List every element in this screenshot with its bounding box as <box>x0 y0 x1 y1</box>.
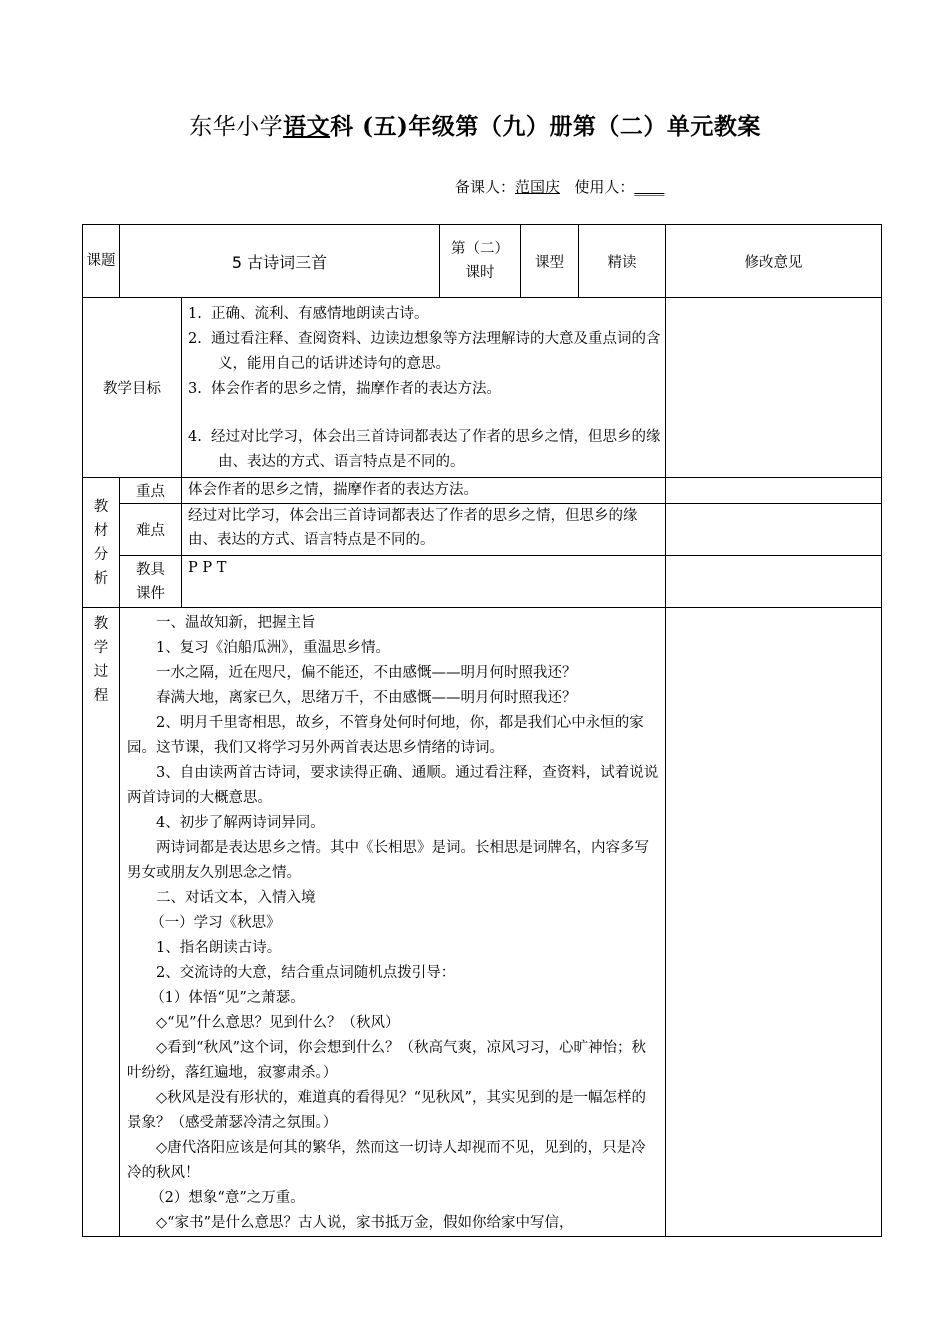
preparer-line: 备课人：范国庆 使用人：____ <box>455 178 665 196</box>
key-text: 体会作者的思乡之情，揣摩作者的表达方法。 <box>182 478 666 504</box>
revise-label: 修改意见 <box>666 225 882 298</box>
difficulty-label: 难点 <box>120 504 182 556</box>
process-line: 4、初步了解两诗词异同。 <box>156 815 325 831</box>
user-blank: ____ <box>634 178 665 196</box>
revise-cell[interactable] <box>666 504 882 556</box>
process-line: 一水之隔，近在咫尺，偏不能还，不由感慨——明月何时照我还？ <box>156 665 577 681</box>
goal-item: 2. 通过看注释、查阅资料、边读边想象等方法理解诗的大意及重点词的含义，能用自己的话讲述诗句的意思。 <box>188 331 661 372</box>
subject-name: 语文 <box>283 113 331 140</box>
lesson-plan-table <box>82 224 882 1237</box>
process-line: ◇秋风是没有形状的，难道真的看得见？“见秋风”，其实见到的是一幅怎样的景象？（感受萧瑟冷清之氛围。） <box>127 1090 646 1131</box>
goals-label: 教学目标 <box>83 298 182 478</box>
process-line: 1、复习《泊船瓜洲》，重温思乡情。 <box>156 640 390 656</box>
process-line: 2、明月千里寄相思，故乡，不管身处何时何地，你，都是我们心中永恒的家园。这节课，我们又将学习另外两首表达思乡情绪的诗词。 <box>127 715 644 756</box>
revise-cell[interactable] <box>666 608 882 1237</box>
type-label: 课型 <box>521 225 579 298</box>
lesson-title: 5 古诗词三首 <box>120 225 440 298</box>
process-line: ◇唐代洛阳应该是何其的繁华，然而这一切诗人却视而不见，见到的，只是冷冷的秋风！ <box>127 1140 646 1181</box>
process-line: 春满大地，离家已久，思绪万千，不由感慨——明月何时照我还？ <box>156 690 577 706</box>
process-line: 2、交流诗的大意，结合重点词随机点拨引导： <box>156 965 456 981</box>
page-title: 东华小学语文科 (五)年级第（九）册第（二）单元教案 <box>189 113 761 140</box>
difficulty-text: 经过对比学习，体会出三首诗词都表达了作者的思乡之情，但思乡的缘由、表达的方式、语言特点是不同的。 <box>182 504 666 556</box>
process-label: 教学过程 <box>83 608 120 1237</box>
process-line: 3、自由读两首古诗词，要求读得正确、通顺。通过看注释，查资料，试着说说两首诗词的大概意思。 <box>127 765 659 806</box>
process-line: （一）学习《秋思》 <box>150 915 281 931</box>
tools-text: P P T <box>182 556 666 608</box>
type-value: 精读 <box>579 225 666 298</box>
process-line: ◇“家书”是什么意思？古人说，家书抵万金，假如你给家中写信， <box>156 1215 574 1231</box>
process-line: 二、对话文本，入情入境 <box>156 890 316 906</box>
goals-list <box>182 298 666 478</box>
period-label: 第（二）课时 <box>440 225 521 298</box>
revise-cell[interactable] <box>666 478 882 504</box>
revise-cell[interactable] <box>666 556 882 608</box>
tools-label: 教具课件 <box>120 556 182 608</box>
topic-label: 课题 <box>83 225 120 298</box>
goal-item: 4. 经过对比学习，体会出三首诗词都表达了作者的思乡之情，但思乡的缘由、表达的方式、语言特点是不同的。 <box>188 429 661 470</box>
preparer-name: 范国庆 <box>515 178 561 196</box>
process-line: ◇看到“秋风”这个词，你会想到什么？（秋高气爽，凉风习习，心旷神怡；秋叶纷纷，落红遍地，寂寥肃杀。） <box>127 1040 646 1081</box>
revise-cell[interactable] <box>666 298 882 478</box>
process-line: 一、温故知新，把握主旨 <box>156 615 316 631</box>
process-line: 1、指名朗读古诗。 <box>156 940 282 956</box>
grade-number: 五 <box>373 113 397 140</box>
process-line: 两诗词都是表达思乡之情。其中《长相思》是词。长相思是词牌名，内容多写男女或朋友久别思念之情。 <box>127 840 649 881</box>
goal-item: 1. 正确、流利、有感情地朗读古诗。 <box>188 306 429 322</box>
goal-item: 3. 体会作者的思乡之情，揣摩作者的表达方法。 <box>188 381 502 397</box>
process-line: （1）体悟“见”之萧瑟。 <box>150 990 305 1006</box>
process-line: ◇“见”什么意思？见到什么？（秋风） <box>156 1015 400 1031</box>
process-line: （2）想象“意”之万重。 <box>150 1190 305 1206</box>
analysis-label: 教材分析 <box>83 478 120 608</box>
key-label: 重点 <box>120 478 182 504</box>
process-content <box>120 608 666 1237</box>
